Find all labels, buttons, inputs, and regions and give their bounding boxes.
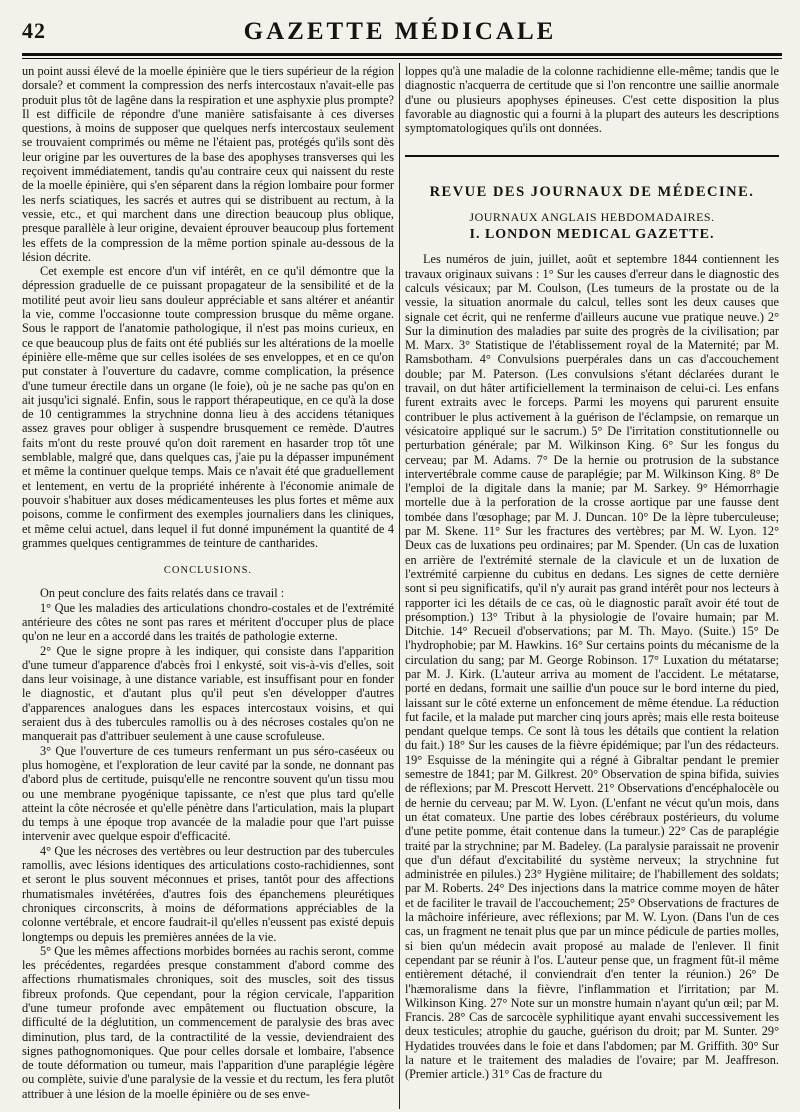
continuation-paragraph: loppes qu'à une maladie de la colonne rachidienne elle-même; tandis que le diagnostic n'acquerra de certitude que si l'on rencontre une saillie anormale d'une ou plusieurs apophyses épineuses. C'est cette disposition la plus favorable au diagnostic qui a fourni à la plupart des auteurs les descriptions symptomatologiques qu'ils ont données. <box>405 64 779 136</box>
section-rule <box>405 155 779 157</box>
conclusion-item: 5° Que les mêmes affections morbides bornées au rachis seront, comme les précédentes, regardées presque constamment d'abord comme des affections rhumatismales chroniques, soit des muscles, soit des tissus fibreux profonds. Que cependant, pour la région cervicale, l'apparition d'une tumeur profonde avec empâtement ou fluctuation obscure, la difficulté de la déglutition, un commencement de paralysie des bras avec diminution, plus tard, de la contractilité de la vessie, deviendraient des signes pathognomoniques. Que pour celles dorsale et lombaire, l'absence de toute déformation ou tumeur, mais l'apparition d'une paraplégie légère ou complète, suivie d'une paralysie de la vessie et du rectum, les fera plutôt attribuer à une lésion de la moelle épinière ou de ses enve- <box>22 943 394 1101</box>
section-title: REVUE DES JOURNAUX DE MÉDECINE. <box>429 184 755 201</box>
page-header <box>0 0 800 52</box>
conclusion-item: 4° Que les nécroses des vertèbres ou leur destruction par des tubercules ramollis, avec lésions identiques des articulations costo-rachidiennes, sont et seront le plus souvent méconnues et prises, tantôt pour des affections rhumatismales invétérées, d'autres fois des épanchemens pleurétiques chroniques circonscrits, à moins de déformations appréciables de la colonne vertébrale, et encore faudrait-il qu'elles n'eussent pas existé depuis longtemps ou depuis les premières années de la vie. <box>22 843 394 944</box>
review-paragraph: Les numéros de juin, juillet, août et septembre 1844 contiennent les travaux originaux suivans : 1° Sur les causes d'erreur dans le diagnostic des calculs vésicaux; par M. Coulson, (Les tumeurs de la prostate ou de la vessie, la situation anormale du calcul, telles sont les deux causes que signale cet écrit, qui ne renferme d'ailleurs aucune vue pratique neuve.) 2° Sur la diminution des maladies par suite des progrès de la civilisation; par M. Marx. 3° Statistique de l'établissement royal de la Maternité; par M. Ramsbotham. 4° Convulsions puerpérales dans un cas d'accouchement double; par M. Paterson. (Les convulsions s'étant déclarées durant le travail, on dut hâter artificiellement la terminaison de celui-ci. Les enfans furent extraits avec le forceps. Parmi les moyens qui parurent ensuite contribuer le plus activement à la guérison de l'éclampsie, on remarque un vésicatoire appliqué sur le sacrum.) 5° De l'irritation constitutionnelle ou perturbation générale; par M. Wilkinson King. 6° Sur les fongus du cerveau; par M. Adams. 7° De la hernie ou protrusion de la substance intervertébrale comme cause de paraplégie; par M. Wilkinson King. 8° De l'emploi de la digitale dans la manie; par M. Sarkey. 9° Hémorrhagie mortelle due à la perforation de la crosse aortique par une fausse dent tombée dans l'œsophage; par M. J. Duncan. 10° De la lèpre tuberculeuse; par M. Skene. 11° Sur les fractures des vertèbres; par M. W. Lyon. 12° Deux cas de luxations peu ordinaires; par M. Spender. (Un cas de luxation en arrière de l'extrémité sternale de la clavicule et un de luxation de l'extrémité carpienne du cubitus en dedans. Les signes de cette dernière sont si peu significatifs, qu'il n'y aurait pas grand intérêt pour nos lecteurs à rapporter ici les détails de ce cas, où le diagnostic paraît avoir été tout de présomption.) 13° Tribut à la physiologie de l'ovaire humain; par M. Ditchie. 14° Recueil d'observations; par M. Th. Mayo. (Suite.) 15° De l'hydrophobie; par M. Hawkins. 16° Sur certains points du mécanisme de la circulation du sang; par M. George Robinson. 17° Luxation du métatarse; par M. J. Kirk. (L'auteur arriva au moment de l'accident. Le métatarse, porté en dedans, formait une saillie d'un pouce sur le bord interne du pied, laissant sur le côté externe un enfoncement de même étendue. La réduction fut facile, et la malade put marcher cinq jours après; mais elle resta boiteuse pendant quelque temps. Ce sont là tous les détails que contient la relation du fait.) 18° Sur les causes de la fièvre épidémique; par l'un des rédacteurs. 19° Esquisse de la méningite qui a régné à Gibraltar pendant le premier semestre de 1841; par M. Gilkrest. 20° Observation de spina bifida, suivies de réflexions; par M. Prescott Hervett. 21° Observations d'encéphalocèle ou de hernie du cerveau; par M. W. Lyon. (L'enfant ne vécut qu'un mois, dans un état comateux. Une partie des lobes cérébraux postérieurs, du volume d'une petite pomme, était contenue dans la tumeur.) 22° Cas de paraplégie traité par la strychnine; par M. Badeley. (La paralysie paraissait ne provenir que d'un défaut d'excitabilité du système nerveux; la strychnine fut administrée en pilules.) 23° Hygiène militaire; de l'habillement des soldats; par M. Roberts. 24° Des injections dans la matrice comme moyen de hâter et de faciliter le travail de l'accouchement; 25° Observations de fractures de la mâchoire inférieure, avec réflexions; par M. W. Lyon. (Dans l'un de ces cas, un fragment ne tenait plus que par un mince pédicule de parties molles, si bien qu'un médecin avait proposé au malade de l'enlever. Il finit cependant par se réunir à l'os. L'auteur pense que, un fragment fût-il même entièrement détaché, il conviendrait d'en tenter la réunion.) 26° De l'hæmoralisme dans la fièvre, l'inflammation et l'irritation; par M. Wilkinson King. 27° Note sur un monstre humain n'ayant qu'un œil; par M. Francis. 28° Cas de sarcocèle syphilitique ayant envahi successivement les deux testicules; atrophie du gauche, guérison du droit; par M. Sunter. 29° Hydatides trouvées dans le foie et dans l'abdomen; par M. Griffith. 30° Sur la nature et le traitement des maladies de l'ovaire; par M. Jeaffreson. (Premier article.) 31° Cas de fracture du <box>405 252 779 1082</box>
conclusions-heading: CONCLUSIONS. <box>163 565 253 577</box>
header-rule-thin <box>22 58 782 59</box>
left-column <box>22 64 394 1101</box>
header-rule <box>22 53 782 56</box>
journal-title: GAZETTE MÉDICALE <box>243 18 557 45</box>
subsection-title: JOURNAUX ANGLAIS HEBDOMADAIRES. <box>469 209 715 224</box>
conclusions-intro: On peut conclure des faits relatés dans ce travail : <box>40 586 285 601</box>
column-divider <box>399 63 400 1109</box>
conclusion-item: 2° Que le signe propre à les indiquer, qui consiste dans l'apparition d'une tumeur d'apparence d'abcès froi l enkysté, soit vis-à-vis d'elles, soit dans leur voisinage, à une distance variable, est insuffisant pour en fonder le diagnostic, et d'autant plus qu'il peut s'en développer d'autres d'apparences analogues dans les espaces intercostaux voisins, et qui seraient dus à des tubercules ramollis ou à des nécroses costales qu'on ne manquerait pas d'attribuer seulement à une cause scrofuleuse. <box>22 643 394 744</box>
right-column <box>405 64 779 1082</box>
conclusion-item: 1° Que les maladies des articulations chondro-costales et de l'extrémité antérieure des côtes ne sont pas rares et méritent d'occuper plus de place qu'on ne leur en a accordé dans les traités de pathologie externe. <box>22 600 394 644</box>
conclusion-item: 3° Que l'ouverture de ces tumeurs renfermant un pus séro-caséeux ou plus homogène, et l'exploration de leur cavité par la sonde, ne donnant pas d'abord plus de certitude, puisqu'elle ne rencontre souvent qu'un tissu mou ou une membrane pyogénique tapissante, ce n'est que plus tard qu'elle atteint la côte nécrosée et qu'elle pénètre dans l'articulation, mais la plupart du temps à une époque trop avancée de la maladie pour que l'art puisse intervenir avec quelque espoir d'efficacité. <box>22 743 394 844</box>
journal-heading: I. LONDON MEDICAL GAZETTE. <box>469 227 715 243</box>
body-paragraph: Cet exemple est encore d'un vif intérêt, en ce qu'il démontre que la dépression graduelle de ce puissant propagateur de la sensibilité et de la motilité peut avoir lieu sans douleur appréciable et sans altérer et anéantir la vie, comme l'occasionne toute compression brusque du même organe. Sous le rapport de l'anatomie pathologique, il n'est pas moins curieux, en ce que beaucoup plus de faits ont été publiés sur les altérations de la moelle épinière elle-même que sur celles isolées de ses enveloppes, et en ce qu'on put constater à l'ouverture du cadavre, comme complication, la présence d'une tumeur érectile dans un organe (le foie), où je ne sache pas qu'on en ait jusqu'ici signalé. Enfin, sous le rapport thérapeutique, en ce qu'à la dose de 10 centigrammes la strychnine donna lieu à des accidens tétaniques assez graves pour obliger à suspendre brusquement ce remède. D'autres faits m'ont du reste prouvé qu'on doit rarement en hasarder trop tôt une semblable, malgré que, dans quelques cas, j'aie pu la dépasser impunément et même la continuer quelque temps. Mais ce n'avait été que graduellement et lentement, en vertu de la propriété inhérente à l'économie animale de pouvoir s'habituer aux doses médicamenteuses les plus fortes et même aux poisons, comme le confirment des exemples journaliers dans les cliniques, et même celui actuel, dans lequel il fut donné impunément la quantité de 4 grammes quelques centigrammes de teinture de cantharides. <box>22 264 394 550</box>
body-paragraph: un point aussi élevé de la moelle épinière que le tiers supérieur de la région dorsale? et comment la compression des nerfs intercostaux n'avait-elle pas produit plus tôt de lagêne dans la respiration et une asphyxie plus prompte? Il est difficile de répondre d'une manière satisfaisante à ces diverses questions, à moins de supposer que quelques nerfs intercostaux seulement se trouvaient comprimés ou même ne l'étaient pas, protégés qu'ils sont dès leur origine par les ouvertures de la base des apophyses transverses qui les reçoivent immédiatement, tandis qu'au contraire ceux qui naissent du reste de la moelle épinière, qui s'en séparent dans la région lombaire pour former les nerfs sciatiques, les sacrés et autres qui se distribuent au rectum, à la vessie, etc., et qui marchent dans une direction beaucoup plus oblique, presque parallèle à leur origine, devaient éprouver beaucoup plus fortement les effets de la compression de la même portion spinale au-dessous de la lésion décrite. <box>22 64 394 264</box>
page-number: 42 <box>22 18 46 43</box>
